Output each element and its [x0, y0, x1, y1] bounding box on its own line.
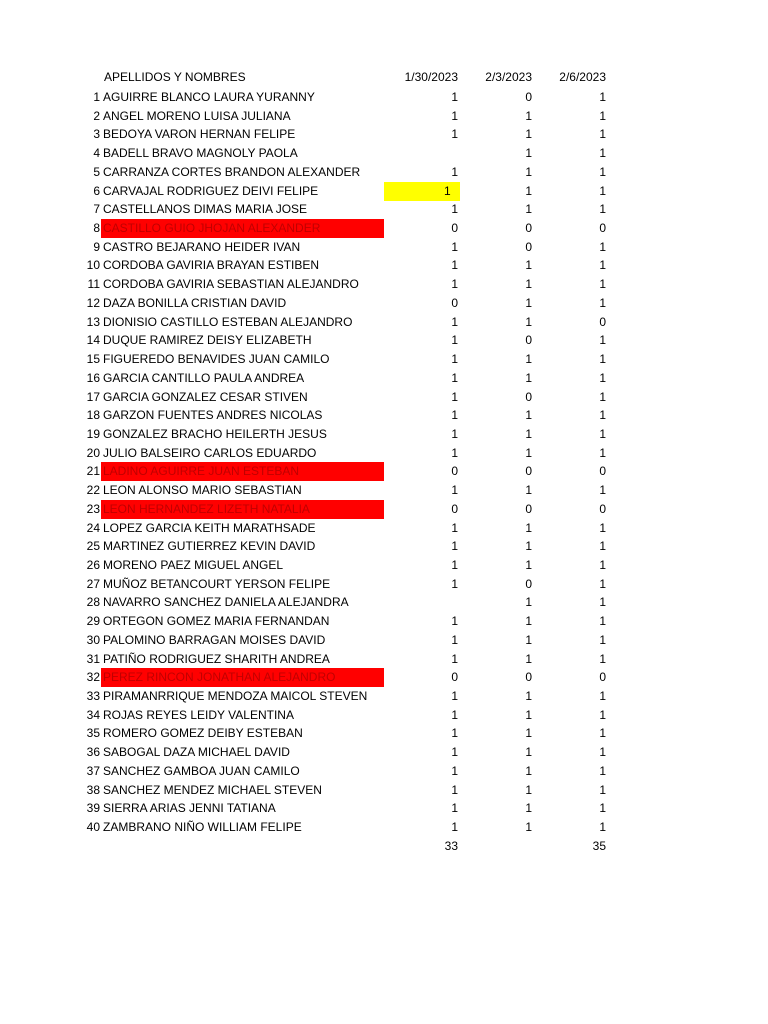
- attendance-date-1: 1: [451, 333, 458, 348]
- table-row: [0, 575, 768, 594]
- table-row: [0, 163, 768, 182]
- attendance-date-1: [384, 144, 460, 163]
- table-row: [0, 556, 768, 575]
- attendance-date-3: 1: [599, 726, 606, 741]
- attendance-date-2: 1: [525, 445, 532, 460]
- row-number: 12: [86, 295, 100, 310]
- attendance-date-3: 1: [599, 164, 606, 179]
- table-row: [0, 762, 768, 781]
- student-name: CASTRO BEJARANO HEIDER IVAN: [103, 239, 301, 254]
- attendance-date-1: 1: [451, 445, 458, 460]
- attendance-date-2: 1: [525, 782, 532, 797]
- student-name: GARZON FUENTES ANDRES NICOLAS: [103, 408, 323, 423]
- attendance-date-1: 1: [451, 202, 458, 217]
- row-number: 18: [86, 408, 100, 423]
- total-date-3: 35: [592, 839, 606, 853]
- table-row: [0, 369, 768, 388]
- attendance-date-1: 1: [451, 352, 458, 367]
- student-name: CORDOBA GAVIRIA BRAYAN ESTIBEN: [103, 258, 320, 273]
- row-number: 32: [86, 670, 100, 685]
- row-number: 8: [93, 221, 100, 236]
- attendance-date-3: 1: [599, 576, 606, 591]
- attendance-date-1: 1: [451, 651, 458, 666]
- student-name: BADELL BRAVO MAGNOLY PAOLA: [103, 146, 298, 161]
- attendance-date-2: 1: [525, 651, 532, 666]
- attendance-date-3: 1: [599, 239, 606, 254]
- attendance-date-3: 1: [599, 277, 606, 292]
- attendance-date-3: 1: [599, 632, 606, 647]
- attendance-date-2: 1: [525, 127, 532, 142]
- row-number: 35: [86, 726, 100, 741]
- row-number: 16: [86, 370, 100, 385]
- table-row: [0, 519, 768, 538]
- student-name: SIERRA ARIAS JENNI TATIANA: [103, 801, 276, 816]
- student-name: CASTILLO GUIO JHOJAN ALEXANDER: [101, 219, 384, 238]
- table-row: [0, 275, 768, 294]
- row-number: 2: [93, 108, 100, 123]
- attendance-date-3: 1: [599, 689, 606, 704]
- row-number: 20: [86, 445, 100, 460]
- attendance-date-2: 1: [525, 520, 532, 535]
- attendance-date-3: 1: [599, 258, 606, 273]
- table-row: [0, 481, 768, 500]
- attendance-date-3: 1: [599, 820, 606, 835]
- attendance-date-1: 1: [451, 520, 458, 535]
- attendance-date-1: 1: [451, 164, 458, 179]
- row-number: 36: [86, 745, 100, 760]
- student-name: BEDOYA VARON HERNAN FELIPE: [103, 127, 296, 142]
- row-number: 19: [86, 426, 100, 441]
- attendance-date-1: 0: [451, 464, 458, 479]
- student-name: ANGEL MORENO LUISA JULIANA: [103, 108, 291, 123]
- total-date-1: 33: [444, 839, 458, 853]
- student-name: LADINO AGUIRRE JUAN ESTEBAN: [101, 462, 384, 481]
- attendance-date-3: 0: [599, 221, 606, 236]
- attendance-date-2: 1: [525, 726, 532, 741]
- attendance-date-2: 0: [525, 576, 532, 591]
- attendance-date-2: 1: [525, 707, 532, 722]
- attendance-date-2: 0: [525, 464, 532, 479]
- table-row: [0, 350, 768, 369]
- attendance-date-2: 0: [525, 90, 532, 104]
- row-number: 11: [87, 277, 100, 292]
- attendance-date-1: 1: [451, 614, 458, 629]
- attendance-date-2: 1: [525, 108, 532, 123]
- attendance-date-3: 0: [599, 670, 606, 685]
- table-row: [0, 462, 768, 481]
- attendance-date-2: 1: [525, 352, 532, 367]
- attendance-date-3: 1: [599, 782, 606, 797]
- attendance-date-3: 1: [599, 146, 606, 161]
- row-number: 33: [86, 689, 100, 704]
- attendance-date-2: 1: [525, 202, 532, 217]
- attendance-date-3: 0: [599, 464, 606, 479]
- attendance-date-2: 1: [525, 595, 532, 610]
- attendance-date-1: 1: [451, 389, 458, 404]
- row-number: 7: [93, 202, 100, 217]
- student-name: PEREZ RINCON JONATHAN ALEJANDRO: [101, 668, 384, 687]
- attendance-date-2: 1: [525, 614, 532, 629]
- table-row: [0, 219, 768, 238]
- attendance-date-2: 1: [525, 558, 532, 572]
- attendance-date-2: 1: [525, 146, 532, 161]
- student-name: CASTELLANOS DIMAS MARIA JOSE: [103, 202, 308, 217]
- attendance-date-1: 0: [451, 501, 458, 516]
- row-number: 5: [93, 164, 100, 179]
- attendance-date-3: 1: [599, 707, 606, 722]
- student-name: SANCHEZ GAMBOA JUAN CAMILO: [103, 763, 300, 778]
- row-number: 10: [86, 258, 100, 273]
- row-number: 22: [86, 483, 100, 498]
- table-row: [0, 668, 768, 687]
- student-name: ROMERO GOMEZ DEIBY ESTEBAN: [103, 726, 303, 741]
- attendance-date-3: 1: [599, 763, 606, 778]
- attendance-date-3: 1: [599, 426, 606, 441]
- student-name: LOPEZ GARCIA KEITH MARATHSADE: [103, 520, 316, 535]
- student-name: LEON HERNANDEZ LIZETH NATALIA: [101, 500, 384, 519]
- attendance-date-1: 1: [451, 632, 458, 647]
- header-name-column: APELLIDOS Y NOMBRES: [104, 70, 246, 84]
- student-name: SANCHEZ MENDEZ MICHAEL STEVEN: [103, 782, 322, 797]
- attendance-date-2: 0: [525, 670, 532, 685]
- attendance-date-3: 1: [599, 445, 606, 460]
- attendance-date-3: 0: [599, 501, 606, 516]
- table-row: [0, 687, 768, 706]
- row-number: 17: [86, 389, 100, 404]
- table-row: [0, 444, 768, 463]
- table-row: [0, 781, 768, 800]
- table-row: [0, 107, 768, 126]
- attendance-date-1: [384, 593, 460, 612]
- table-row: [0, 799, 768, 818]
- student-name: LEON ALONSO MARIO SEBASTIAN: [103, 483, 302, 498]
- table-row: [0, 256, 768, 275]
- row-number: 29: [86, 614, 100, 629]
- attendance-date-1: 1: [451, 726, 458, 741]
- attendance-date-1: 1: [451, 745, 458, 760]
- student-name: DIONISIO CASTILLO ESTEBAN ALEJANDRO: [103, 314, 353, 329]
- attendance-date-2: 0: [525, 501, 532, 516]
- table-row: [0, 593, 768, 612]
- row-number: 13: [86, 314, 100, 329]
- attendance-date-2: 0: [525, 221, 532, 236]
- attendance-date-2: 1: [525, 314, 532, 329]
- table-row: [0, 388, 768, 407]
- attendance-date-3: 1: [599, 483, 606, 498]
- table-row: [0, 200, 768, 219]
- student-name: FIGUEREDO BENAVIDES JUAN CAMILO: [103, 352, 330, 367]
- attendance-date-1: 1: [451, 90, 458, 104]
- row-number: 14: [86, 333, 100, 348]
- student-name: CARRANZA CORTES BRANDON ALEXANDER: [103, 164, 361, 179]
- attendance-date-2: 1: [525, 483, 532, 498]
- attendance-date-2: 1: [525, 408, 532, 423]
- student-name: DAZA BONILLA CRISTIAN DAVID: [103, 295, 287, 310]
- row-number: 15: [86, 352, 100, 367]
- table-row: [0, 294, 768, 313]
- student-name: CARVAJAL RODRIGUEZ DEIVI FELIPE: [103, 183, 319, 198]
- student-name: GARCIA CANTILLO PAULA ANDREA: [103, 370, 305, 385]
- attendance-date-3: 1: [599, 520, 606, 535]
- attendance-date-3: 1: [599, 389, 606, 404]
- attendance-date-1: 1: [451, 277, 458, 292]
- attendance-date-1: 1: [451, 127, 458, 142]
- attendance-date-1: 0: [451, 221, 458, 236]
- student-name: PALOMINO BARRAGAN MOISES DAVID: [103, 632, 326, 647]
- attendance-date-3: 1: [599, 183, 606, 198]
- row-number: 6: [93, 183, 100, 198]
- attendance-date-2: 1: [525, 801, 532, 816]
- student-name: CORDOBA GAVIRIA SEBASTIAN ALEJANDRO: [103, 277, 359, 292]
- row-number: 24: [86, 520, 100, 535]
- attendance-date-2: 1: [525, 295, 532, 310]
- attendance-date-2: 1: [525, 370, 532, 385]
- header-row: [0, 68, 768, 87]
- attendance-date-3: 1: [599, 614, 606, 629]
- attendance-date-2: 0: [525, 389, 532, 404]
- table-row: [0, 313, 768, 332]
- row-number: 25: [86, 539, 100, 554]
- attendance-date-3: 1: [599, 333, 606, 348]
- row-number: 40: [86, 820, 100, 835]
- attendance-date-1: 1: [451, 782, 458, 797]
- attendance-date-1: 0: [451, 670, 458, 685]
- table-row: [0, 425, 768, 444]
- attendance-date-2: 0: [525, 333, 532, 348]
- attendance-date-3: 1: [599, 202, 606, 217]
- attendance-date-1: 1: [451, 820, 458, 835]
- row-number: 23: [86, 501, 100, 516]
- table-row: [0, 406, 768, 425]
- student-name: MARTINEZ GUTIERREZ KEVIN DAVID: [103, 539, 316, 554]
- attendance-date-1: 1: [451, 707, 458, 722]
- table-row: [0, 238, 768, 257]
- table-row: [0, 724, 768, 743]
- table-row: [0, 88, 768, 107]
- row-number: 9: [93, 239, 100, 254]
- table-row: [0, 706, 768, 725]
- student-name: JULIO BALSEIRO CARLOS EDUARDO: [103, 445, 317, 460]
- student-name: ROJAS REYES LEIDY VALENTINA: [103, 707, 294, 722]
- table-row: [0, 144, 768, 163]
- header-date-3: 2/6/2023: [559, 70, 606, 84]
- attendance-date-2: 1: [525, 426, 532, 441]
- student-name: PATIÑO RODRIGUEZ SHARITH ANDREA: [103, 651, 330, 666]
- row-number: 39: [86, 801, 100, 816]
- row-number: 28: [86, 595, 100, 610]
- attendance-date-3: 1: [599, 352, 606, 367]
- row-number: 37: [86, 763, 100, 778]
- attendance-date-3: 1: [599, 651, 606, 666]
- row-number: 31: [86, 651, 100, 666]
- row-number: 27: [86, 576, 100, 591]
- table-row: [0, 650, 768, 669]
- attendance-date-3: 1: [599, 295, 606, 310]
- attendance-date-1: 1: [384, 182, 460, 201]
- attendance-date-3: 0: [599, 314, 606, 329]
- attendance-date-1: 1: [451, 539, 458, 554]
- attendance-date-2: 1: [525, 763, 532, 778]
- student-name: GONZALEZ BRACHO HEILERTH JESUS: [103, 426, 327, 441]
- table-row: [0, 818, 768, 837]
- student-name: DUQUE RAMIREZ DEISY ELIZABETH: [103, 333, 312, 348]
- table-row: [0, 500, 768, 519]
- attendance-date-1: 1: [451, 576, 458, 591]
- header-date-1: 1/30/2023: [404, 70, 458, 84]
- attendance-date-2: 1: [525, 539, 532, 554]
- attendance-date-1: 1: [451, 689, 458, 704]
- student-name: PIRAMANRRIQUE MENDOZA MAICOL STEVEN: [103, 689, 368, 704]
- student-name: ORTEGON GOMEZ MARIA FERNANDAN: [103, 614, 330, 629]
- attendance-date-1: 1: [451, 408, 458, 423]
- attendance-date-1: 1: [451, 370, 458, 385]
- row-number: 4: [93, 146, 100, 161]
- student-name: MUÑOZ BETANCOURT YERSON FELIPE: [103, 576, 331, 591]
- table-row: [0, 537, 768, 556]
- attendance-date-2: 1: [525, 745, 532, 760]
- table-row: [0, 631, 768, 650]
- totals-row: [0, 837, 768, 856]
- table-row: [0, 612, 768, 631]
- row-number: 1: [93, 90, 100, 104]
- attendance-date-1: 1: [451, 314, 458, 329]
- header-date-2: 2/3/2023: [485, 70, 532, 84]
- attendance-date-1: 1: [451, 801, 458, 816]
- table-row: [0, 743, 768, 762]
- row-number: 34: [86, 707, 100, 722]
- attendance-date-1: 1: [451, 108, 458, 123]
- attendance-date-3: 1: [599, 595, 606, 610]
- attendance-date-1: 1: [451, 426, 458, 441]
- attendance-date-2: 0: [525, 239, 532, 254]
- total-date-2: [460, 837, 534, 856]
- attendance-date-1: 1: [451, 763, 458, 778]
- attendance-date-2: 1: [525, 183, 532, 198]
- row-number: 3: [93, 127, 100, 142]
- attendance-date-3: 1: [599, 539, 606, 554]
- attendance-date-2: 1: [525, 277, 532, 292]
- attendance-date-1: 1: [451, 558, 458, 572]
- row-number: 26: [86, 558, 100, 572]
- attendance-date-2: 1: [525, 632, 532, 647]
- attendance-date-1: 1: [451, 239, 458, 254]
- attendance-date-3: 1: [599, 745, 606, 760]
- attendance-date-1: 1: [451, 258, 458, 273]
- attendance-date-2: 1: [525, 820, 532, 835]
- student-name: NAVARRO SANCHEZ DANIELA ALEJANDRA: [103, 595, 349, 610]
- row-number: 30: [86, 632, 100, 647]
- student-name: AGUIRRE BLANCO LAURA YURANNY: [103, 90, 315, 104]
- table-row: [0, 182, 768, 201]
- student-name: GARCIA GONZALEZ CESAR STIVEN: [103, 389, 308, 404]
- row-number: 21: [86, 464, 100, 479]
- attendance-date-1: 1: [451, 483, 458, 498]
- attendance-date-2: 1: [525, 689, 532, 704]
- attendance-date-1: 0: [451, 295, 458, 310]
- student-name: ZAMBRANO NIÑO WILLIAM FELIPE: [103, 820, 302, 835]
- attendance-date-3: 1: [599, 801, 606, 816]
- student-name: SABOGAL DAZA MICHAEL DAVID: [103, 745, 290, 760]
- attendance-date-3: 1: [599, 558, 606, 572]
- attendance-date-3: 1: [599, 127, 606, 142]
- attendance-date-2: 1: [525, 164, 532, 179]
- attendance-date-3: 1: [599, 408, 606, 423]
- attendance-date-2: 1: [525, 258, 532, 273]
- attendance-date-3: 1: [599, 108, 606, 123]
- attendance-date-3: 1: [599, 370, 606, 385]
- attendance-date-3: 1: [599, 90, 606, 104]
- row-number: 38: [86, 782, 100, 797]
- student-name: MORENO PAEZ MIGUEL ANGEL: [103, 558, 284, 572]
- table-row: [0, 125, 768, 144]
- table-row: [0, 331, 768, 350]
